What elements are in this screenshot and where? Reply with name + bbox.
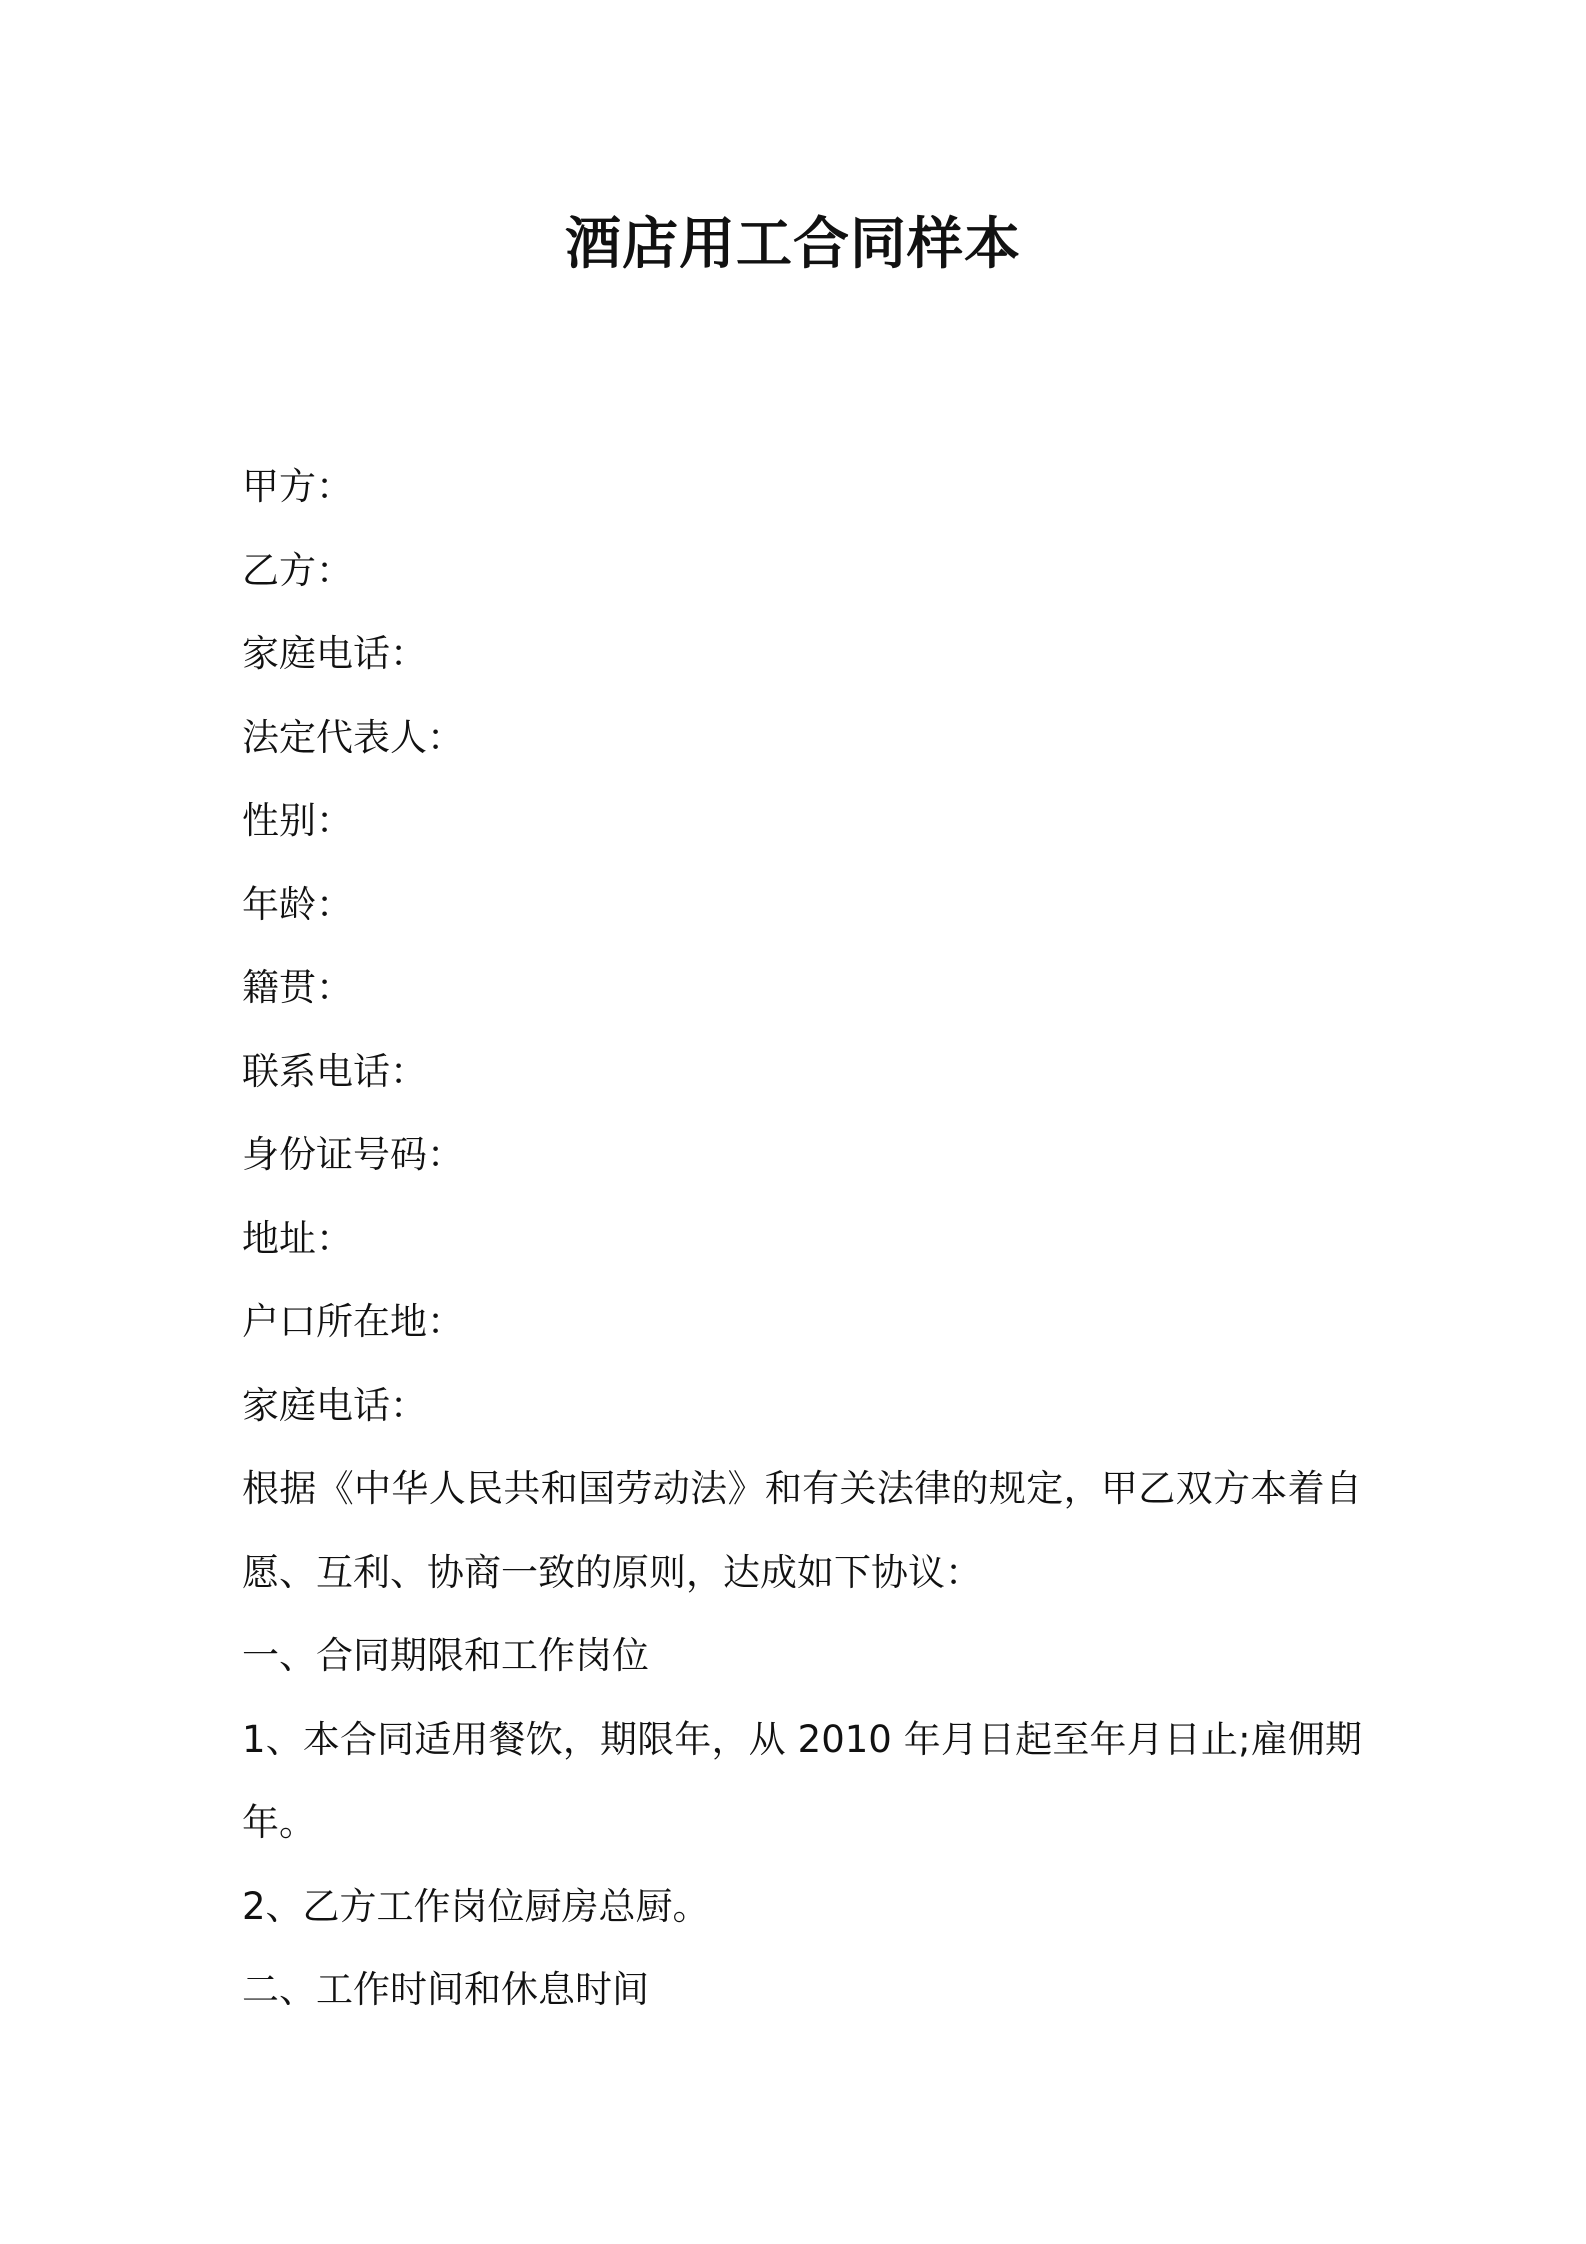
field-legal-representative: 法定代表人： bbox=[242, 715, 464, 759]
field-address: 地址： bbox=[242, 1216, 353, 1260]
field-party-a: 甲方： bbox=[242, 465, 353, 508]
clause-1: 1、本合同适用餐饮，期限年，从 2010 年月日起至年月日止;雇佣期年。 bbox=[242, 1717, 1362, 1844]
field-gender: 性别： bbox=[242, 799, 353, 842]
field-home-phone-2: 家庭电话： bbox=[242, 1383, 427, 1427]
field-age: 年龄： bbox=[242, 882, 353, 926]
document-body bbox=[242, 445, 1362, 2032]
field-id-number: 身份证号码： bbox=[242, 1133, 464, 1176]
field-household-registration: 户口所在地： bbox=[242, 1300, 464, 1343]
clause-2: 2、乙方工作岗位厨房总厨。 bbox=[242, 1884, 710, 1928]
field-home-phone: 家庭电话： bbox=[242, 632, 427, 675]
document-title: 酒店用工合同样本 bbox=[565, 212, 1021, 277]
field-contact-phone: 联系电话： bbox=[242, 1049, 427, 1093]
preamble-paragraph: 根据《中华人民共和国劳动法》和有关法律的规定，甲乙双方本着自愿、互利、协商一致的原则，达成如下协议： bbox=[242, 1467, 1362, 1594]
section-heading-working-hours: 二、工作时间和休息时间 bbox=[242, 1968, 649, 2011]
field-native-place: 籍贯： bbox=[242, 966, 353, 1009]
section-heading-term-and-position: 一、合同期限和工作岗位 bbox=[242, 1634, 649, 1677]
field-party-b: 乙方： bbox=[242, 548, 353, 592]
